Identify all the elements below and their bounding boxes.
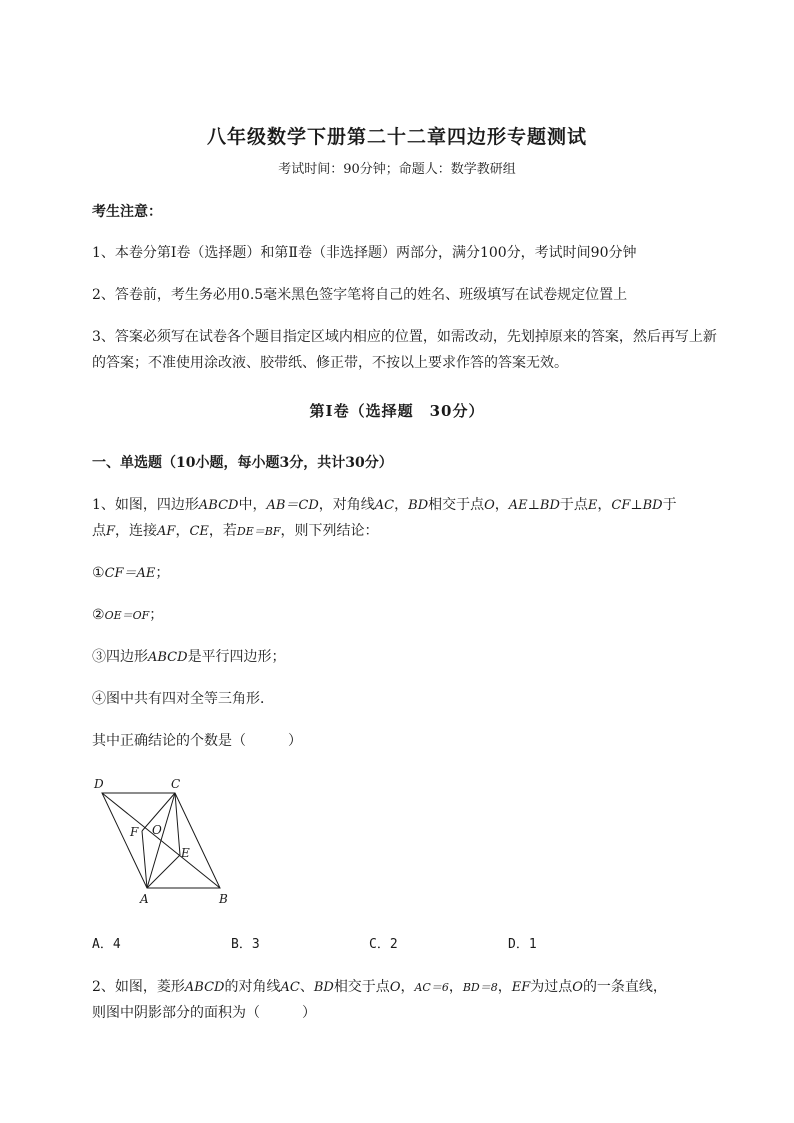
label-c: C xyxy=(171,777,181,791)
q1-conclusion-3: ③四边形ABCD是平行四边形； xyxy=(92,649,286,665)
notice-heading: 考生注意： xyxy=(92,204,162,220)
option-a[interactable]: A．4 xyxy=(92,937,121,952)
q1-conclusion-4: ④图中共有四对全等三角形． xyxy=(92,691,274,707)
part-title: 一、单选题（10小题，每小题3分，共计30分） xyxy=(92,455,393,471)
label-e: E xyxy=(181,846,190,860)
notice-item-3-line-1: 3、答案必须写在试卷各个题目指定区域内相应的位置，如需改动，先划掉原来的答案，然后再写上新 xyxy=(92,329,717,345)
page-title: 八年级数学下册第二十二章四边形专题测试 xyxy=(206,126,587,148)
label-f: F xyxy=(130,825,139,839)
option-d[interactable]: D．1 xyxy=(508,937,537,952)
q1-line-1: 1、如图，四边形ABCD中，AB＝CD，对角线AC，BD相交于点O，AE⊥BD于点E，CF⊥BD于 xyxy=(92,497,677,513)
section-title: 第I卷（选择题 30分） xyxy=(309,402,485,420)
q1-conclusion-1: ①CF＝AE； xyxy=(92,565,170,581)
notice-item-3-line-2: 的答案；不准使用涂改液、胶带纸、修正带，不按以上要求作答的答案无效。 xyxy=(92,355,568,371)
exam-subtitle: 考试时间：90分钟；命题人：数学教研组 xyxy=(278,162,516,177)
q1-line-2: 点F，连接AF，CE，若DE＝BF，则下列结论： xyxy=(92,523,379,539)
option-b[interactable]: B．3 xyxy=(231,937,260,952)
label-b: B xyxy=(219,892,228,906)
notice-item-1: 1、本卷分第I卷（选择题）和第Ⅱ卷（非选择题）两部分，满分100分，考试时间90分钟 xyxy=(92,245,637,261)
q1-question: 其中正确结论的个数是（ ） xyxy=(92,733,302,749)
q2-line-2: 则图中阴影部分的面积为（ ） xyxy=(92,1005,316,1021)
q1-conclusion-2: ②OE＝OF； xyxy=(92,607,164,623)
q2-line-1: 2、如图，菱形ABCD的对角线AC、BD相交于点O，AC＝6，BD＝8，EF为过点O的一条直线， xyxy=(92,979,667,995)
label-a: A xyxy=(140,892,149,906)
notice-item-2: 2、答卷前，考生务必用0.5毫米黑色签字笔将自己的姓名、班级填写在试卷规定位置上 xyxy=(92,287,628,303)
label-o: O xyxy=(152,823,162,837)
q1-figure xyxy=(90,775,250,910)
option-c[interactable]: C．2 xyxy=(369,937,398,952)
label-d: D xyxy=(94,777,104,791)
